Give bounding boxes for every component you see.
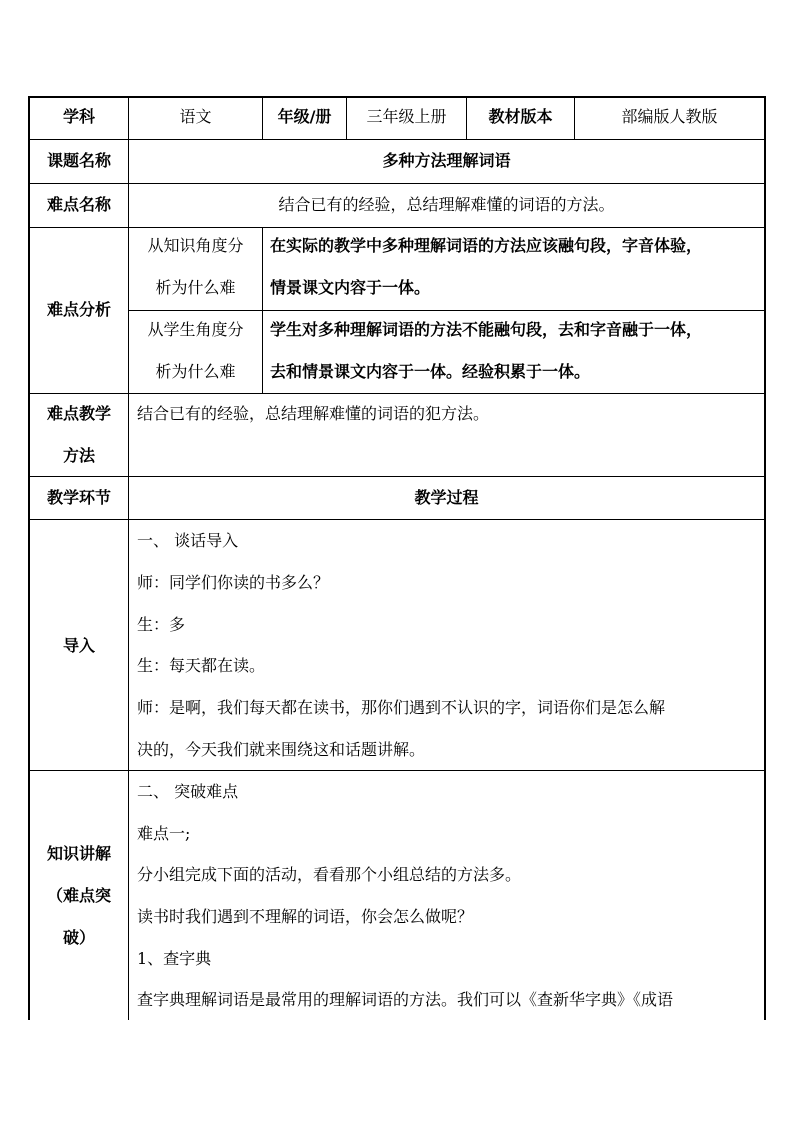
knowledge-label: 知识讲解 <box>46 844 111 863</box>
method-value: 结合已有的经验，总结理解难懂的词语的犯方法。 <box>137 404 490 423</box>
process-step-label: 教学环节 <box>46 488 111 507</box>
student-angle-label: 析为什么难 <box>155 362 236 381</box>
table-rule <box>28 227 766 228</box>
intro-label: 导入 <box>62 636 95 655</box>
grade-value: 三年级上册 <box>366 107 447 126</box>
table-rule <box>28 519 766 520</box>
grade-label: 年级/册 <box>277 107 332 126</box>
student-angle-label: 从学生角度分 <box>147 320 244 339</box>
method-label: 方法 <box>62 446 95 465</box>
intro-line: 一、 谈话导入 <box>137 531 239 550</box>
knowledge-label: 破） <box>62 928 95 947</box>
edition-value: 部编版人教版 <box>621 107 718 126</box>
knowledge-angle-label: 从知识角度分 <box>147 236 244 255</box>
table-border-right <box>764 96 766 1020</box>
intro-line: 生：多 <box>137 615 186 634</box>
table-rule <box>28 770 766 771</box>
student-angle-text: 学生对多种理解词语的方法不能融句段，去和字音融于一体， <box>270 320 703 339</box>
knowledge-angle-label: 析为什么难 <box>155 278 236 297</box>
intro-line: 师：是啊，我们每天都在读书，那你们遇到不认识的字，词语你们是怎么解 <box>137 698 666 717</box>
table-border-left <box>28 96 30 1020</box>
intro-line: 决的，今天我们就来围绕这和话题讲解。 <box>137 740 426 759</box>
edition-label: 教材版本 <box>488 107 553 126</box>
difficulty-name-value: 结合已有的经验，总结理解难懂的词语的方法。 <box>278 195 615 214</box>
subject-value: 语文 <box>179 107 212 126</box>
knowledge-line: 1、查字典 <box>137 949 212 968</box>
method-label: 难点教学 <box>46 404 111 423</box>
subject-label: 学科 <box>62 107 95 126</box>
difficulty-analysis-label: 难点分析 <box>46 300 111 319</box>
student-angle-text: 去和情景课文内容于一体。经验积累于一体。 <box>270 362 591 381</box>
table-rule <box>28 476 766 477</box>
topic-label: 课题名称 <box>46 151 111 170</box>
table-rule <box>28 139 766 140</box>
process-header-value: 教学过程 <box>414 488 479 507</box>
knowledge-line: 分小组完成下面的活动，看看那个小组总结的方法多。 <box>137 865 522 884</box>
knowledge-line: 读书时我们遇到不理解的词语，你会怎么做呢？ <box>137 907 474 926</box>
knowledge-angle-text: 在实际的教学中多种理解词语的方法应该融句段，字音体验， <box>270 236 703 255</box>
knowledge-line: 难点一; <box>137 824 191 843</box>
table-rule <box>262 227 263 394</box>
table-rule <box>28 183 766 184</box>
knowledge-line: 二、 突破难点 <box>137 782 239 801</box>
table-rule <box>28 393 766 394</box>
knowledge-angle-text: 情景课文内容于一体。 <box>270 278 431 297</box>
intro-line: 师：同学们你读的书多么？ <box>137 573 330 592</box>
topic-value: 多种方法理解词语 <box>382 151 511 170</box>
table-border-top <box>28 96 766 98</box>
knowledge-line: 查字典理解词语是最常用的理解词语的方法。我们可以《查新华字典》《成语 <box>137 990 674 1009</box>
difficulty-name-label: 难点名称 <box>46 195 111 214</box>
intro-line: 生：每天都在读。 <box>137 656 266 675</box>
knowledge-label: （难点突 <box>46 886 111 905</box>
table-rule <box>129 310 766 311</box>
table-rule <box>128 96 129 1020</box>
